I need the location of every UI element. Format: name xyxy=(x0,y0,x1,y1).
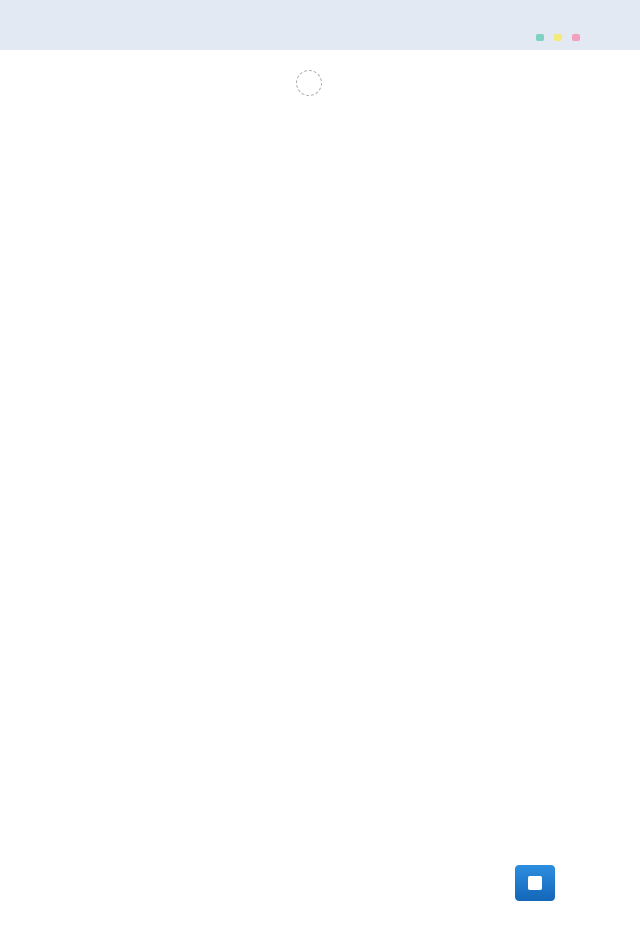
box-logo-icon xyxy=(515,865,555,901)
yellow-dot-icon xyxy=(554,34,562,41)
watermark-logo xyxy=(515,865,563,901)
top-band xyxy=(0,0,640,50)
lesson-number xyxy=(296,70,322,96)
lesson-header xyxy=(0,70,640,96)
teal-dot-icon xyxy=(536,34,544,41)
book-header xyxy=(526,34,580,41)
pink-dot-icon xyxy=(572,34,580,41)
